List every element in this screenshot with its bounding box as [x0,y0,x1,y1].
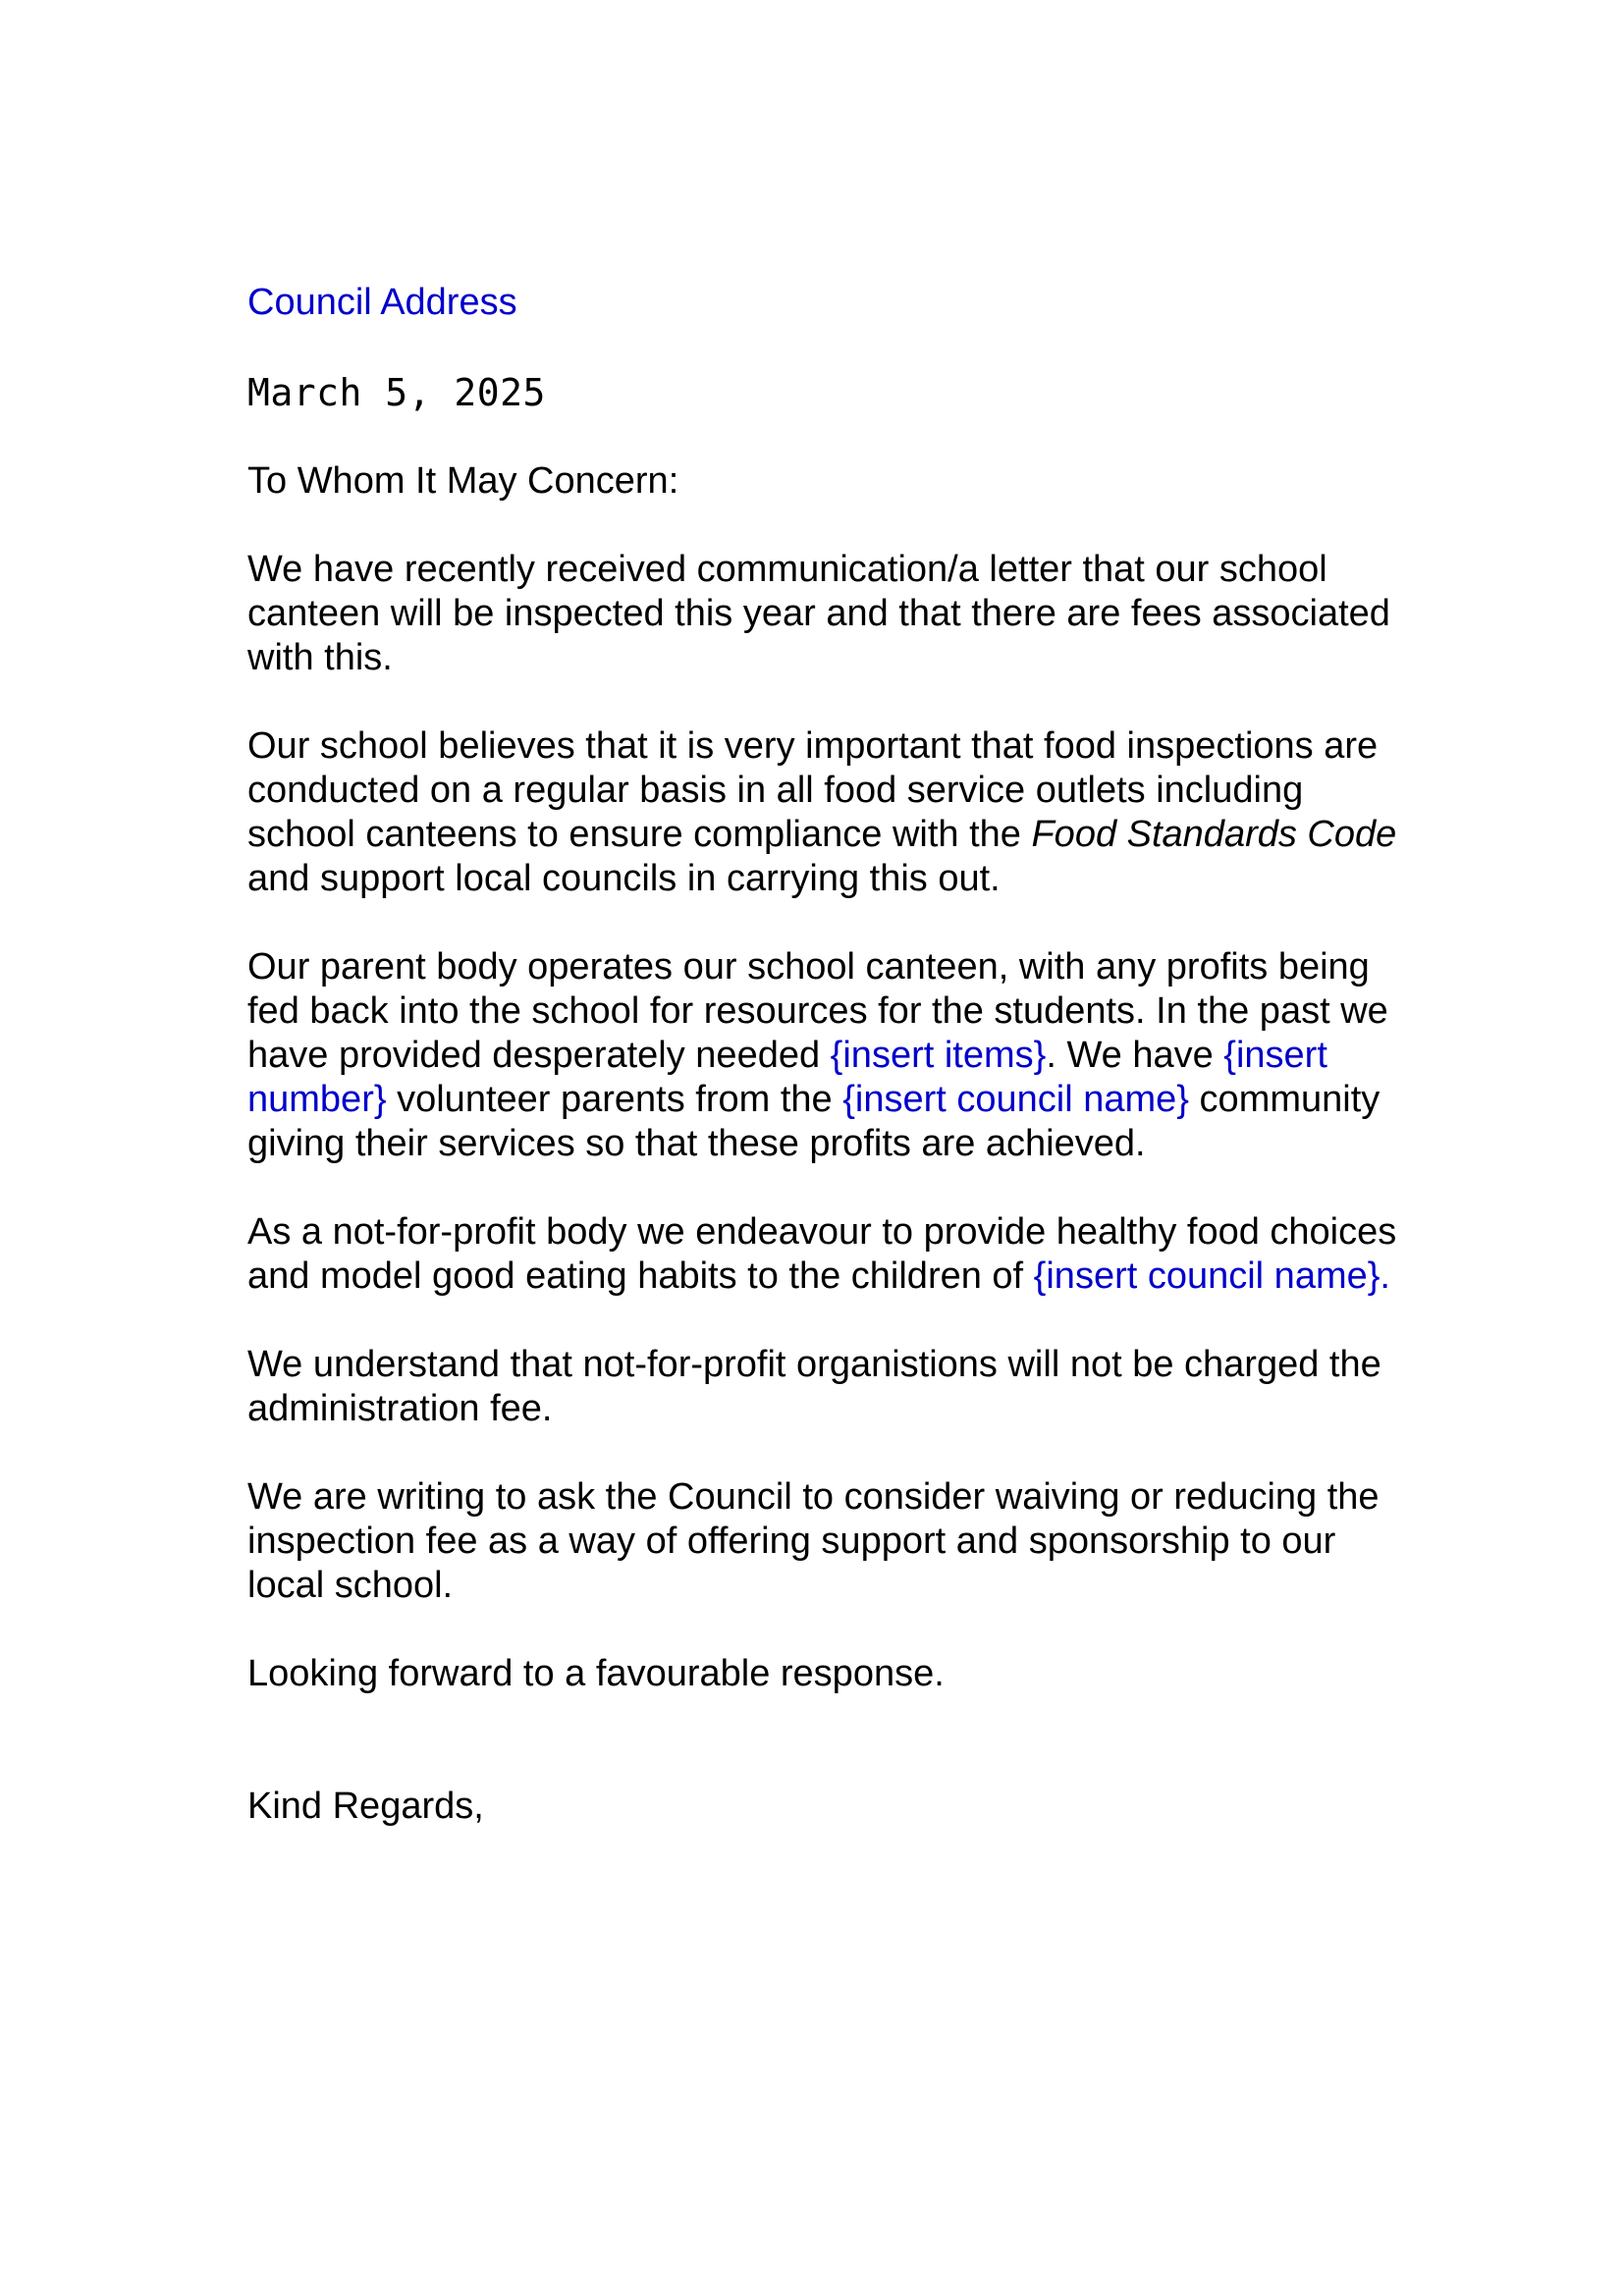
greeting: To Whom It May Concern: [247,460,679,502]
paragraph-3 [247,945,1406,1166]
paragraph-2-text-b: and support local councils in carrying this out. [247,858,1001,899]
paragraph-1: We have recently received communication/a letter that our school canteen will be inspected this year and that there are fees associated with this. [247,549,1390,678]
letter-date: March 5, 2025 [247,371,546,414]
paragraph-4-text-a: As a not-for-profit body we endeavour to provide healthy food choices and model good eating habits to the children of [247,1211,1397,1297]
food-standards-code: Food Standards Code [1031,814,1397,855]
placeholder-insert-items: {insert items} [830,1035,1047,1076]
sign-off: Kind Regards, [247,1786,484,1827]
paragraph-3-text-b: . We have [1046,1035,1224,1076]
paragraph-4 [247,1210,1406,1299]
paragraph-5: We understand that not-for-profit organistions will not be charged the administration fee. [247,1344,1381,1429]
paragraph-7: Looking forward to a favourable response. [247,1653,945,1694]
placeholder-insert-council-name: {insert council name} [842,1079,1189,1120]
placeholder-insert-council-name-2: {insert council name}. [1033,1255,1390,1297]
paragraph-3-text-d: community giving their services so that these profits are achieved. [247,1079,1380,1164]
paragraph-3-text-c: volunteer parents from the [386,1079,843,1120]
council-address: Council Address [247,282,517,323]
letter-body [247,281,1406,1829]
paragraph-6: We are writing to ask the Council to consider waiving or reducing the inspection fee as a way of offering support and sponsorship to our local school. [247,1476,1380,1606]
paragraph-2 [247,724,1406,901]
placeholder-insert-number: {insert number} [247,1035,1327,1120]
paragraph-3-text-a: Our parent body operates our school canteen, with any profits being fed back into the school for resources for the students. In the past we have provided desperately needed [247,946,1388,1076]
paragraph-2-text-a: Our school believes that it is very important that food inspections are conducted on a regular basis in all food service outlets including school canteens to ensure compliance with the [247,725,1379,855]
